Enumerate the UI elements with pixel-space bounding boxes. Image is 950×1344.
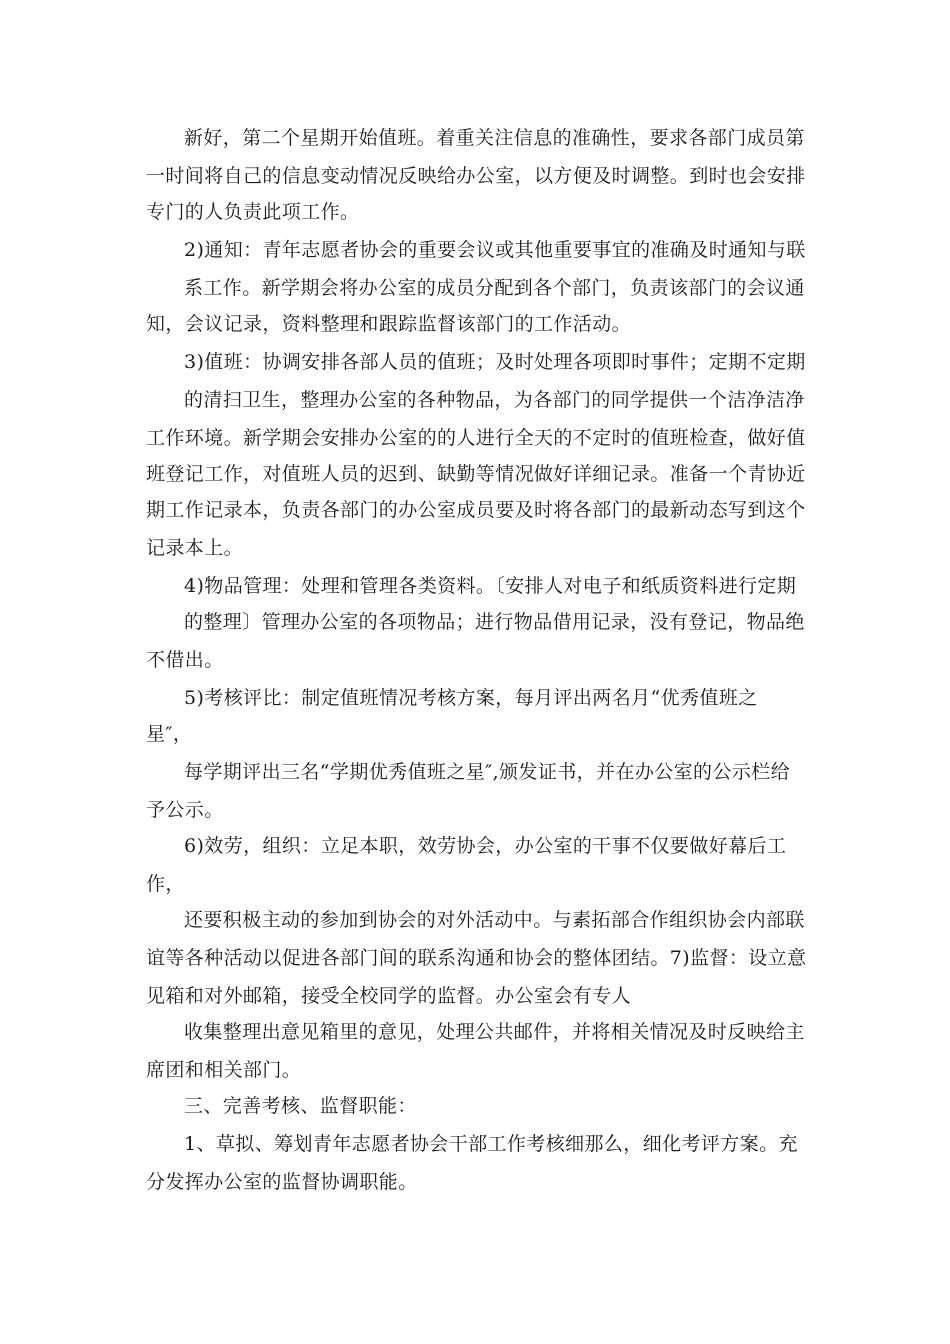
text-line: 作， <box>146 873 185 895</box>
text-line: 期工作记录本，负责各部门的办公室成员要及时将各部门的最新动态写到这个 <box>146 499 806 521</box>
text-line: 专门的人负责此项工作。 <box>146 201 360 223</box>
text-line: 三、完善考核、监督职能： <box>184 1095 417 1117</box>
text-line: 见箱和对外邮箱，接受全校同学的监督。办公室会有专人 <box>146 985 632 1007</box>
text-line: 的清扫卫生，整理办公室的各种物品，为各部门的同学提供一个洁净洁净 <box>184 389 805 411</box>
text-line: 星″， <box>146 723 193 745</box>
text-line: 记录本上。 <box>146 537 244 559</box>
text-line: 2)通知：青年志愿者协会的重要会议或其他重要事宜的准确及时通知与联 <box>184 239 806 261</box>
text-line: 1、草拟、筹划青年志愿者协会干部工作考核细那么，细化考评方案。充 <box>184 1133 798 1155</box>
text-line: 每学期评出三名“学期优秀值班之星″,颁发证书，并在办公室的公示栏给 <box>184 761 791 783</box>
text-line: 5)考核评比：制定值班情况考核方案，每月评出两名月“优秀值班之 <box>184 687 758 709</box>
text-line: 收集整理出意见箱里的意见，处理公共邮件，并将相关情况及时反映给主 <box>184 1021 805 1043</box>
text-line: 分发挥办公室的监督协调职能。 <box>146 1171 418 1193</box>
text-line: 谊等各种活动以促进各部门间的联系沟通和协会的整体团结。7)监督：设立意 <box>146 947 807 969</box>
text-line: 知，会议记录，资料整理和跟踪监督该部门的工作活动。 <box>146 313 632 335</box>
text-line: 系工作。新学期会将办公室的成员分配到各个部门，负责该部门的会议通 <box>184 277 805 299</box>
text-line: 席团和相关部门。 <box>146 1059 302 1081</box>
text-line: 予公示。 <box>146 799 224 821</box>
text-line: 新好，第二个星期开始值班。着重关注信息的准确性，要求各部门成员第 <box>184 127 805 149</box>
text-line: 的整理〕管理办公室的各项物品；进行物品借用记录，没有登记，物品绝 <box>184 611 805 633</box>
text-line: 6)效劳，组织：立足本职，效劳协会，办公室的干事不仅要做好幕后工 <box>184 835 787 857</box>
text-line: 一时间将自己的信息变动情况反映给办公室，以方便及时调整。到时也会安排 <box>146 165 806 187</box>
text-line: 还要积极主动的参加到协会的对外活动中。与素拓部合作组织协会内部联 <box>184 909 805 931</box>
text-line: 工作环境。新学期会安排办公室的的人进行全天的不定时的值班检查，做好值 <box>146 427 806 449</box>
text-line: 不借出。 <box>146 649 224 671</box>
text-line: 3)值班：协调安排各部人员的值班；及时处理各项即时事件；定期不定期 <box>184 351 806 373</box>
text-line: 班登记工作，对值班人员的迟到、缺勤等情况做好详细记录。准备一个青协近 <box>146 463 806 485</box>
text-line: 4)物品管理：处理和管理各类资料。〔安排人对电子和纸质资料进行定期 <box>184 575 797 597</box>
